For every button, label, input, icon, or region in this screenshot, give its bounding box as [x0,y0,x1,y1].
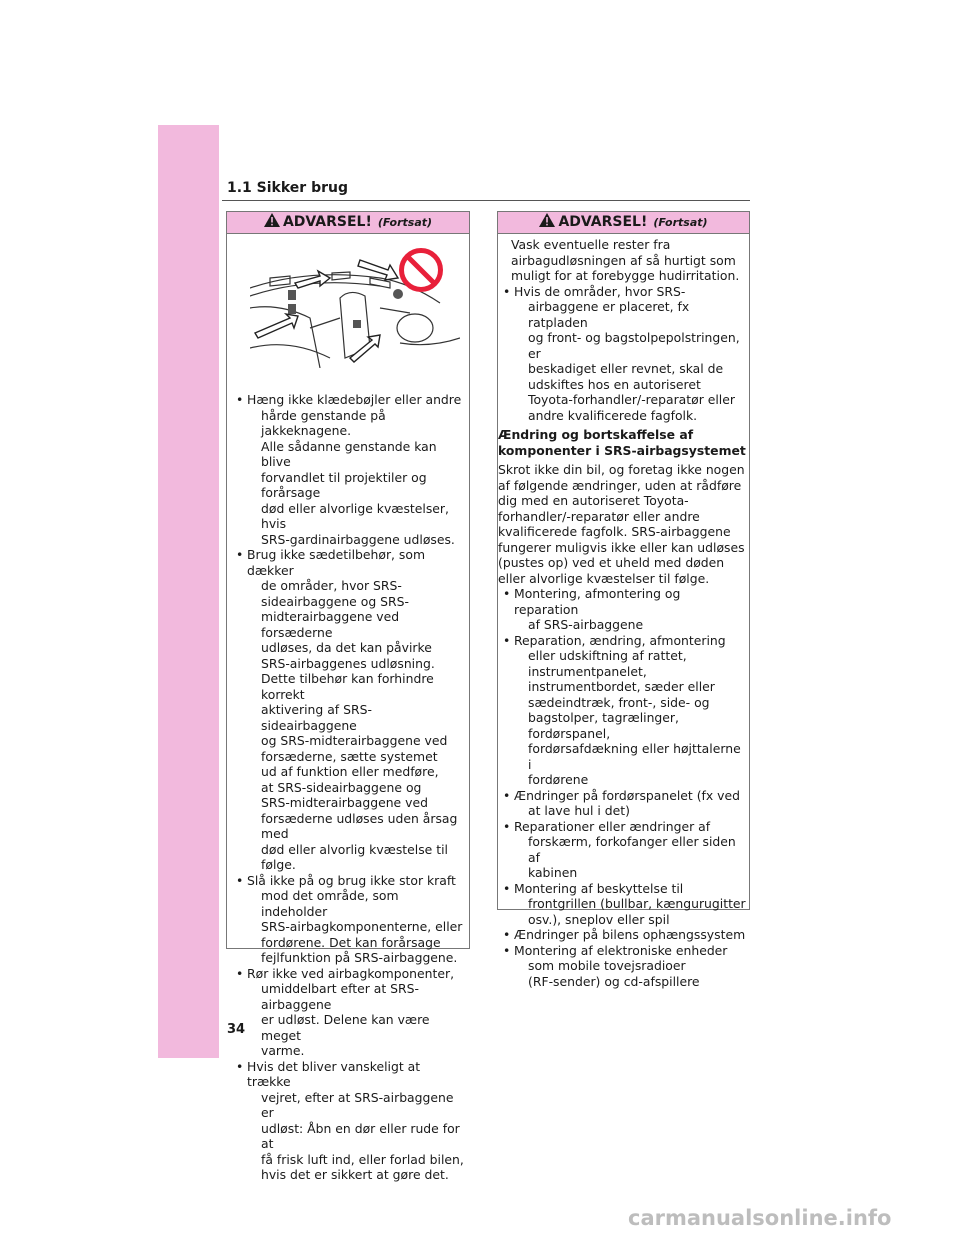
text-line: udløst: Åbn en dør eller rude for at [261,1120,460,1151]
warning-header [227,212,469,234]
bullet-item [498,943,747,990]
text-line: Vask eventuelle rester fra [511,237,671,252]
text-line: Montering af elektroniske enheder [514,942,728,958]
text-line: airbagudløsningen af så hurtigt som [511,252,736,268]
text-line: at SRS-sideairbaggene og [261,779,422,795]
text-line: de områder, hvor SRS- [261,578,402,593]
text-line: få frisk luft ind, eller forlad bilen, [261,1151,464,1167]
text-line: aktivering af SRS-sideairbaggene [261,702,372,733]
text-line: forhandler/-reparatør eller andre [498,508,700,524]
bullet-dot-icon: • [236,547,244,562]
text-line: kvalificerede fagfolk. SRS-airbaggene [498,524,731,539]
warning-body [498,234,749,989]
warning-continued: (Fortsat) [653,216,708,229]
text-line: eller udskiftning af rattet, [528,648,687,663]
text-line: fordørene. Det kan forårsage [261,934,441,950]
bullet-dot-icon: • [503,818,511,834]
bullet-item [231,392,465,547]
text-line: (RF-sender) og cd-afspillere [528,973,700,989]
text-line: midterairbaggene ved forsæderne [261,609,400,640]
warning-triangle-icon [264,213,280,234]
bullet-dot-icon: • [236,392,244,407]
text-line: Montering af beskyttelse til [514,880,684,896]
warning-bullets [227,392,469,1183]
text-line: beskadiget eller revnet, skal de [528,361,724,376]
text-line: udskiftes hos en autoriseret [528,376,701,392]
bullet-item [498,284,747,424]
bullet-dot-icon: • [236,872,244,888]
bullet-item [231,966,465,1059]
warning-box-right [497,211,750,989]
text-line: Ændring og bortskaffelse af [498,427,694,442]
bullet-dot-icon: • [503,283,511,299]
text-line: SRS-midterairbaggene ved [261,795,428,810]
text-line: Reparation, ændring, afmontering [514,632,726,648]
text-line: airbaggene er placeret, fx ratpladen [528,299,690,330]
bullet-item [498,586,747,633]
text-line: forsæderne, sætte systemet [261,748,438,764]
text-line: Alle sådanne genstande kan blive [261,438,437,469]
bullet-item [498,927,747,943]
text-line: Skrot ikke din bil, og foretag ikke nogen [498,462,745,477]
text-line: og SRS-midterairbaggene ved [261,733,448,748]
bullet-dot-icon: • [236,1058,244,1074]
text-line: SRS-airbagkomponenterne, eller [261,919,463,934]
text-line: andre kvalificerede fagfolk. [528,407,698,423]
text-line: umiddelbart efter at SRS-airbaggene [261,981,419,1012]
bullet-item [231,873,465,966]
watermark: carmanualsonline.info [628,1206,892,1230]
text-line: død eller alvorlig kvæstelse til følge. [261,841,448,872]
text-line: Brug ikke sædetilbehør, som dækker [247,547,426,578]
text-line: død eller alvorlige kvæstelser, hvis [261,500,449,531]
text-line: dig med en autoriseret Toyota- [498,493,689,508]
bullet-dot-icon: • [503,942,511,958]
text-line: Ændringer på fordørspanelet (fx ved [514,787,740,803]
text-line: muligt for at forebygge hudirritation. [511,268,740,283]
text-line: instrumentbordet, sæder eller [528,679,715,694]
text-line: SRS-gardinairbaggene udløses. [261,531,455,547]
text-line: sædeindtræk, front-, side- og [528,694,710,710]
text-line: Hvis det bliver vanskeligt at trække [247,1058,421,1089]
text-line: frontgrillen (bullbar, kængurugitter [528,896,746,911]
text-line: forvandlet til projektiler og forårsage [261,469,427,500]
bullet-dot-icon: • [503,927,511,942]
bullet-dot-icon: • [503,632,511,648]
text-line: Rør ikke ved airbagkomponenter, [247,965,455,981]
section-heading: 1.1 Sikker brug [227,180,348,196]
text-line: osv.), sneplov eller spil [528,911,670,927]
warning-title: ADVARSEL! [558,214,648,230]
text-line: som mobile tovejsradioer [528,958,686,973]
text-line: bagstolper, tagrælinger, fordørspanel, [528,710,679,741]
text-line: er udløst. Delene kan være meget [261,1012,430,1043]
bullet-item [498,881,747,928]
bullet-dot-icon: • [503,787,511,803]
text-line: fordørsafdækning eller højttalerne i [528,741,741,772]
text-line: sideairbaggene og SRS- [261,593,409,609]
text-line: fordørene [528,772,589,787]
text-line: mod det område, som indeholder [261,888,399,919]
bullet-dot-icon: • [503,586,511,601]
text-line: Dette tilbehør kan forhindre korrekt [261,671,434,702]
text-line: Reparationer eller ændringer af [514,818,711,834]
text-line: af følgende ændringer, uden at rådføre [498,477,742,493]
intro-paragraph [509,237,747,284]
bullet-item [231,1059,465,1183]
text-line: Toyota-forhandler/-reparatør eller [528,392,735,407]
text-line: at lave hul i det) [528,803,630,818]
bullet-dot-icon: • [236,965,244,981]
text-line: Ændringer på bilens ophængssystem [514,927,746,942]
text-line: Slå ikke på og brug ikke stor kraft [247,872,456,888]
text-line: instrumentpanelet, [528,663,647,679]
text-line: ud af funktion eller medføre, [261,764,439,779]
warning-header [498,212,749,234]
page-number: 34 [227,1022,246,1037]
bullet-item [498,819,747,881]
text-line: komponenter i SRS-airbagsystemet [498,442,746,458]
text-line: Hæng ikke klædebøjler eller andre [247,392,462,407]
warning-continued: (Fortsat) [377,216,433,229]
text-line: Hvis de områder, hvor SRS- [514,283,686,299]
warning-triangle-icon [539,213,555,234]
text-line: (pustes op) ved et uheld med døden [498,555,725,570]
subheading [498,427,747,458]
bullet-item [498,633,747,788]
text-line: fejlfunktion på SRS-airbaggene. [261,950,458,965]
bullet-dot-icon: • [503,880,511,896]
text-line: kabinen [528,865,578,880]
text-line: af SRS-airbaggene [528,617,644,632]
text-line: hvis det er sikkert at gøre det. [261,1167,449,1182]
text-line: eller alvorlige kvæstelser til følge. [498,570,710,586]
chapter-side-tab [158,125,219,1058]
section-divider [222,200,750,201]
text-line: udløses, da det kan påvirke [261,640,432,655]
warning-title: ADVARSEL! [282,214,372,230]
text-line: vejret, efter at SRS-airbaggene er [261,1089,454,1120]
text-line: forskærm, forkofanger eller siden af [528,834,736,865]
body-paragraph [498,462,747,586]
text-line: varme. [261,1043,305,1058]
text-line: forsæderne udløses uden årsag med [261,810,458,841]
text-line: hårde genstande på jakkeknagene. [261,407,386,438]
bullet-item [498,788,747,819]
bullet-item [231,547,465,873]
text-line: fungerer muligvis ikke eller kan udløses [498,539,745,555]
prohibition-icon [398,247,444,293]
text-line: Montering, afmontering og reparation [514,586,681,617]
text-line: og front- og bagstolpepolstringen, er [528,330,740,361]
text-line: SRS-airbaggenes udløsning. [261,655,435,671]
